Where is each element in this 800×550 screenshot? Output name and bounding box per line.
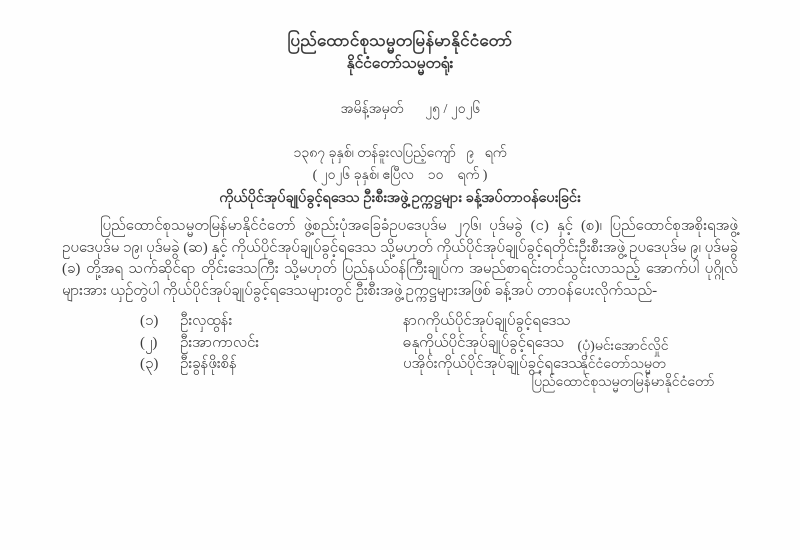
item-number: (၂) (140, 334, 158, 351)
signatory-state: ပြည်ထောင်စုသမ္မတမြန်မာနိုင်ငံတော် (531, 375, 715, 390)
order-label: အမိန့်အမှတ် (340, 102, 404, 117)
order-number-line (62, 78, 738, 141)
state-title: ပြည်ထောင်စုသမ္မတမြန်မာနိုင်ငံတော် (287, 31, 513, 50)
office-title: နိုင်ငံတော်သမ္မတရုံး (346, 55, 454, 72)
appointee-name: ဦးအာကာလင်း (180, 334, 260, 351)
gregorian-calendar-date: ( ၂၀၂၆ ခုနှစ်၊ ဧပြီလ ၁၀ ရက် ) (312, 168, 488, 183)
zone-name: ပအိုဝ်းကိုယ်ပိုင်အုပ်ချုပ်ခွင့်ရဒေသ (403, 356, 583, 372)
myanmar-calendar-date: ၁၃၈၇ ခုနှစ်၊ တန်ခူးလပြည့်ကျော် ၉ ရက် (293, 146, 507, 161)
body-paragraph: ပြည်ထောင်စုသမ္မတမြန်မာနိုင်ငံတော် ဖွဲ့စည်းပုံအခြေခံဥပဒေပုဒ်မ ၂၇၆၊ ပုဒ်မခွဲ (င) နှင့် (စ)၊ ပြည်ထောင်စုအစိုးရအဖွဲ့ဥပဒေပုဒ်မ ၁၉၊ ပုဒ်မခွဲ (ဆ) နှင့် ကိုယ်ပိုင်အုပ်ချုပ်ခွင့်ရဒေသ သို့မဟုတ် ကိုယ်ပိုင်အုပ်ချုပ်ခွင့်ရတိုင်းဦးစီးအဖွဲ့ ဥပဒေပုဒ်မ ၉၊ ပုဒ်မခွဲ (ခ) တို့အရ သက်ဆိုင်ရာ တိုင်းဒေသကြီး သို့မဟုတ် ပြည်နယ်ဝန်ကြီးချုပ်က အမည်စာရင်းတင်သွင်းလာသည့် အောက်ပါ ပုဂ္ဂိုလ်များအား ယှဉ်တွဲပါ ကိုယ်ပိုင်အုပ်ချုပ်ခွင့်ရဒေသများတွင် ဦးစီးအဖွဲ့ဥက္ကဋ္ဌများအဖြစ် ခန့်အပ် တာဝန်ပေးလိုက်သည်- (62, 218, 738, 299)
signatory-name: (ပုံ)မင်းအောင်လှိုင် (577, 339, 669, 354)
appointee-name: ဦးခွန်ဖိုးစိန် (180, 356, 237, 372)
order-number: ၂၅ / ၂၀၂၆ (425, 102, 481, 117)
zone-name: ဓနုကိုယ်ပိုင်အုပ်ချုပ်ခွင့်ရဒေသ (403, 334, 565, 351)
subject-title: ကိုယ်ပိုင်အုပ်ချုပ်ခွင့်ရဒေသ ဦးစီးအဖွဲ့ဥက္ကဋ္ဌများ ခန့်အပ်တာဝန်ပေးခြင်း (219, 190, 581, 206)
item-number: (၃) (140, 356, 159, 372)
appointment-row (62, 311, 738, 333)
zone-name: နာဂကိုယ်ပိုင်အုပ်ချုပ်ခွင့်ရဒေသ (403, 313, 571, 329)
appointee-name: ဦးလှထွန်း (180, 313, 233, 329)
signature-block (478, 338, 768, 392)
signatory-title: နိုင်ငံတော်သမ္မတ (580, 357, 666, 372)
item-number: (၁) (140, 313, 159, 329)
document-header (62, 30, 738, 209)
